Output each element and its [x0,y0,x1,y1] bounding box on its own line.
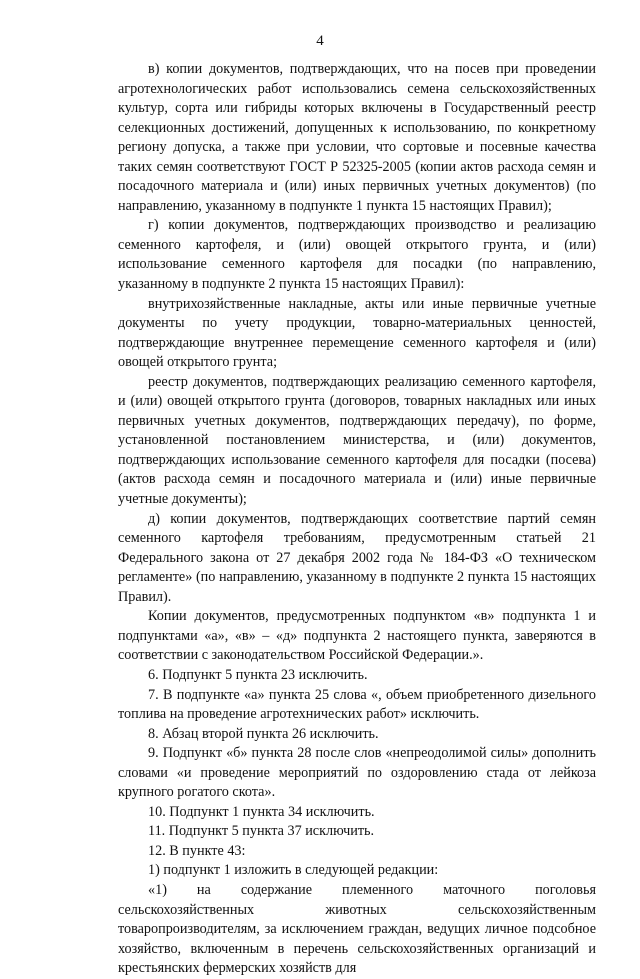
paragraph: д) копии документов, подтверждающих соответствие партий семян семенного картофеля требованиям, предусмотренным статьей 21 Федерального закона от 27 декабря 2002 года № 184-ФЗ «О техническом регламенте» (по направлению, указанному в подпункте 2 пункта 15 настоящих Правил). [118,510,596,605]
paragraph: внутрихозяйственные накладные, акты или иные первичные учетные документы по учету продукции, товарно-материальных ценностей, подтверждающие внутреннее перемещение семенного картофеля и (или) овощей открытого грунта; [118,295,596,371]
paragraph: 12. В пункте 43: [148,842,246,859]
paragraph: 6. Подпункт 5 пункта 23 исключить. [148,666,368,683]
paragraph: г) копии документов, подтверждающих производство и реализацию семенного картофеля, и (или) овощей открытого грунта, и (или) использование семенного картофеля для посадки (по направлению, указанному в подпункте 2 пункта 15 настоящих Правил): [118,217,596,293]
paragraph: Копии документов, предусмотренных подпунктом «в» подпункта 1 и подпунктами «а», «в» – «д» подпункта 2 настоящего пункта, заверяются в соответствии с законодательством Российской Федерации.». [118,608,596,664]
paragraph: 10. Подпункт 1 пункта 34 исключить. [148,803,375,820]
paragraph: 1) подпункт 1 изложить в следующей редакции: [148,862,439,879]
paragraph: реестр документов, подтверждающих реализацию семенного картофеля, и (или) овощей открытого грунта (договоров, товарных накладных или иных первичных учетных документов, подтверждающих передачу), по форме, установленной постановлением министерства, и (или) документов, подтверждающих использование семенного картофеля для посадки (посева) (актов расхода семян и посадочного материала и (или) иные первичные учетные документы); [118,373,596,508]
page-number: 4 [316,33,324,49]
paragraph: 8. Абзац второй пункта 26 исключить. [148,725,379,742]
paragraph: 9. Подпункт «б» пункта 28 после слов «непреодолимой силы» дополнить словами «и проведение мероприятий по оздоровлению стада от лейкоза крупного рогатого скота». [118,745,596,801]
paragraph: 7. В подпункте «а» пункта 25 слова «, объем приобретенного дизельного топлива на проведение агротехнических работ» исключить. [118,686,596,723]
paragraph: «1) на содержание племенного маточного поголовья сельскохозяйственных животных сельскохозяйственным товаропроизводителям, за исключением граждан, ведущих личное подсобное хозяйство, включенным в перечень сельскохозяйственных организаций и крестьянских фермерских хозяйств для [118,881,596,977]
document-body [118,60,596,979]
paragraph: в) копии документов, подтверждающих, что на посев при проведении агротехнологических работ использовались семена сельскохозяйственных культур, сорта или гибриды которых включены в Государственный реестр селекционных достижений, допущенных к использованию, по конкретному региону допуска, а также при условии, что сортовые и посевные качества таких семян соответствуют ГОСТ Р 52325-2005 (копии актов расхода семян и посадочного материала и (или) иных первичных учетных документов) (по направлению, указанному в подпункте 1 пункта 15 настоящих Правил); [118,61,596,214]
paragraph: 11. Подпункт 5 пункта 37 исключить. [148,823,375,840]
